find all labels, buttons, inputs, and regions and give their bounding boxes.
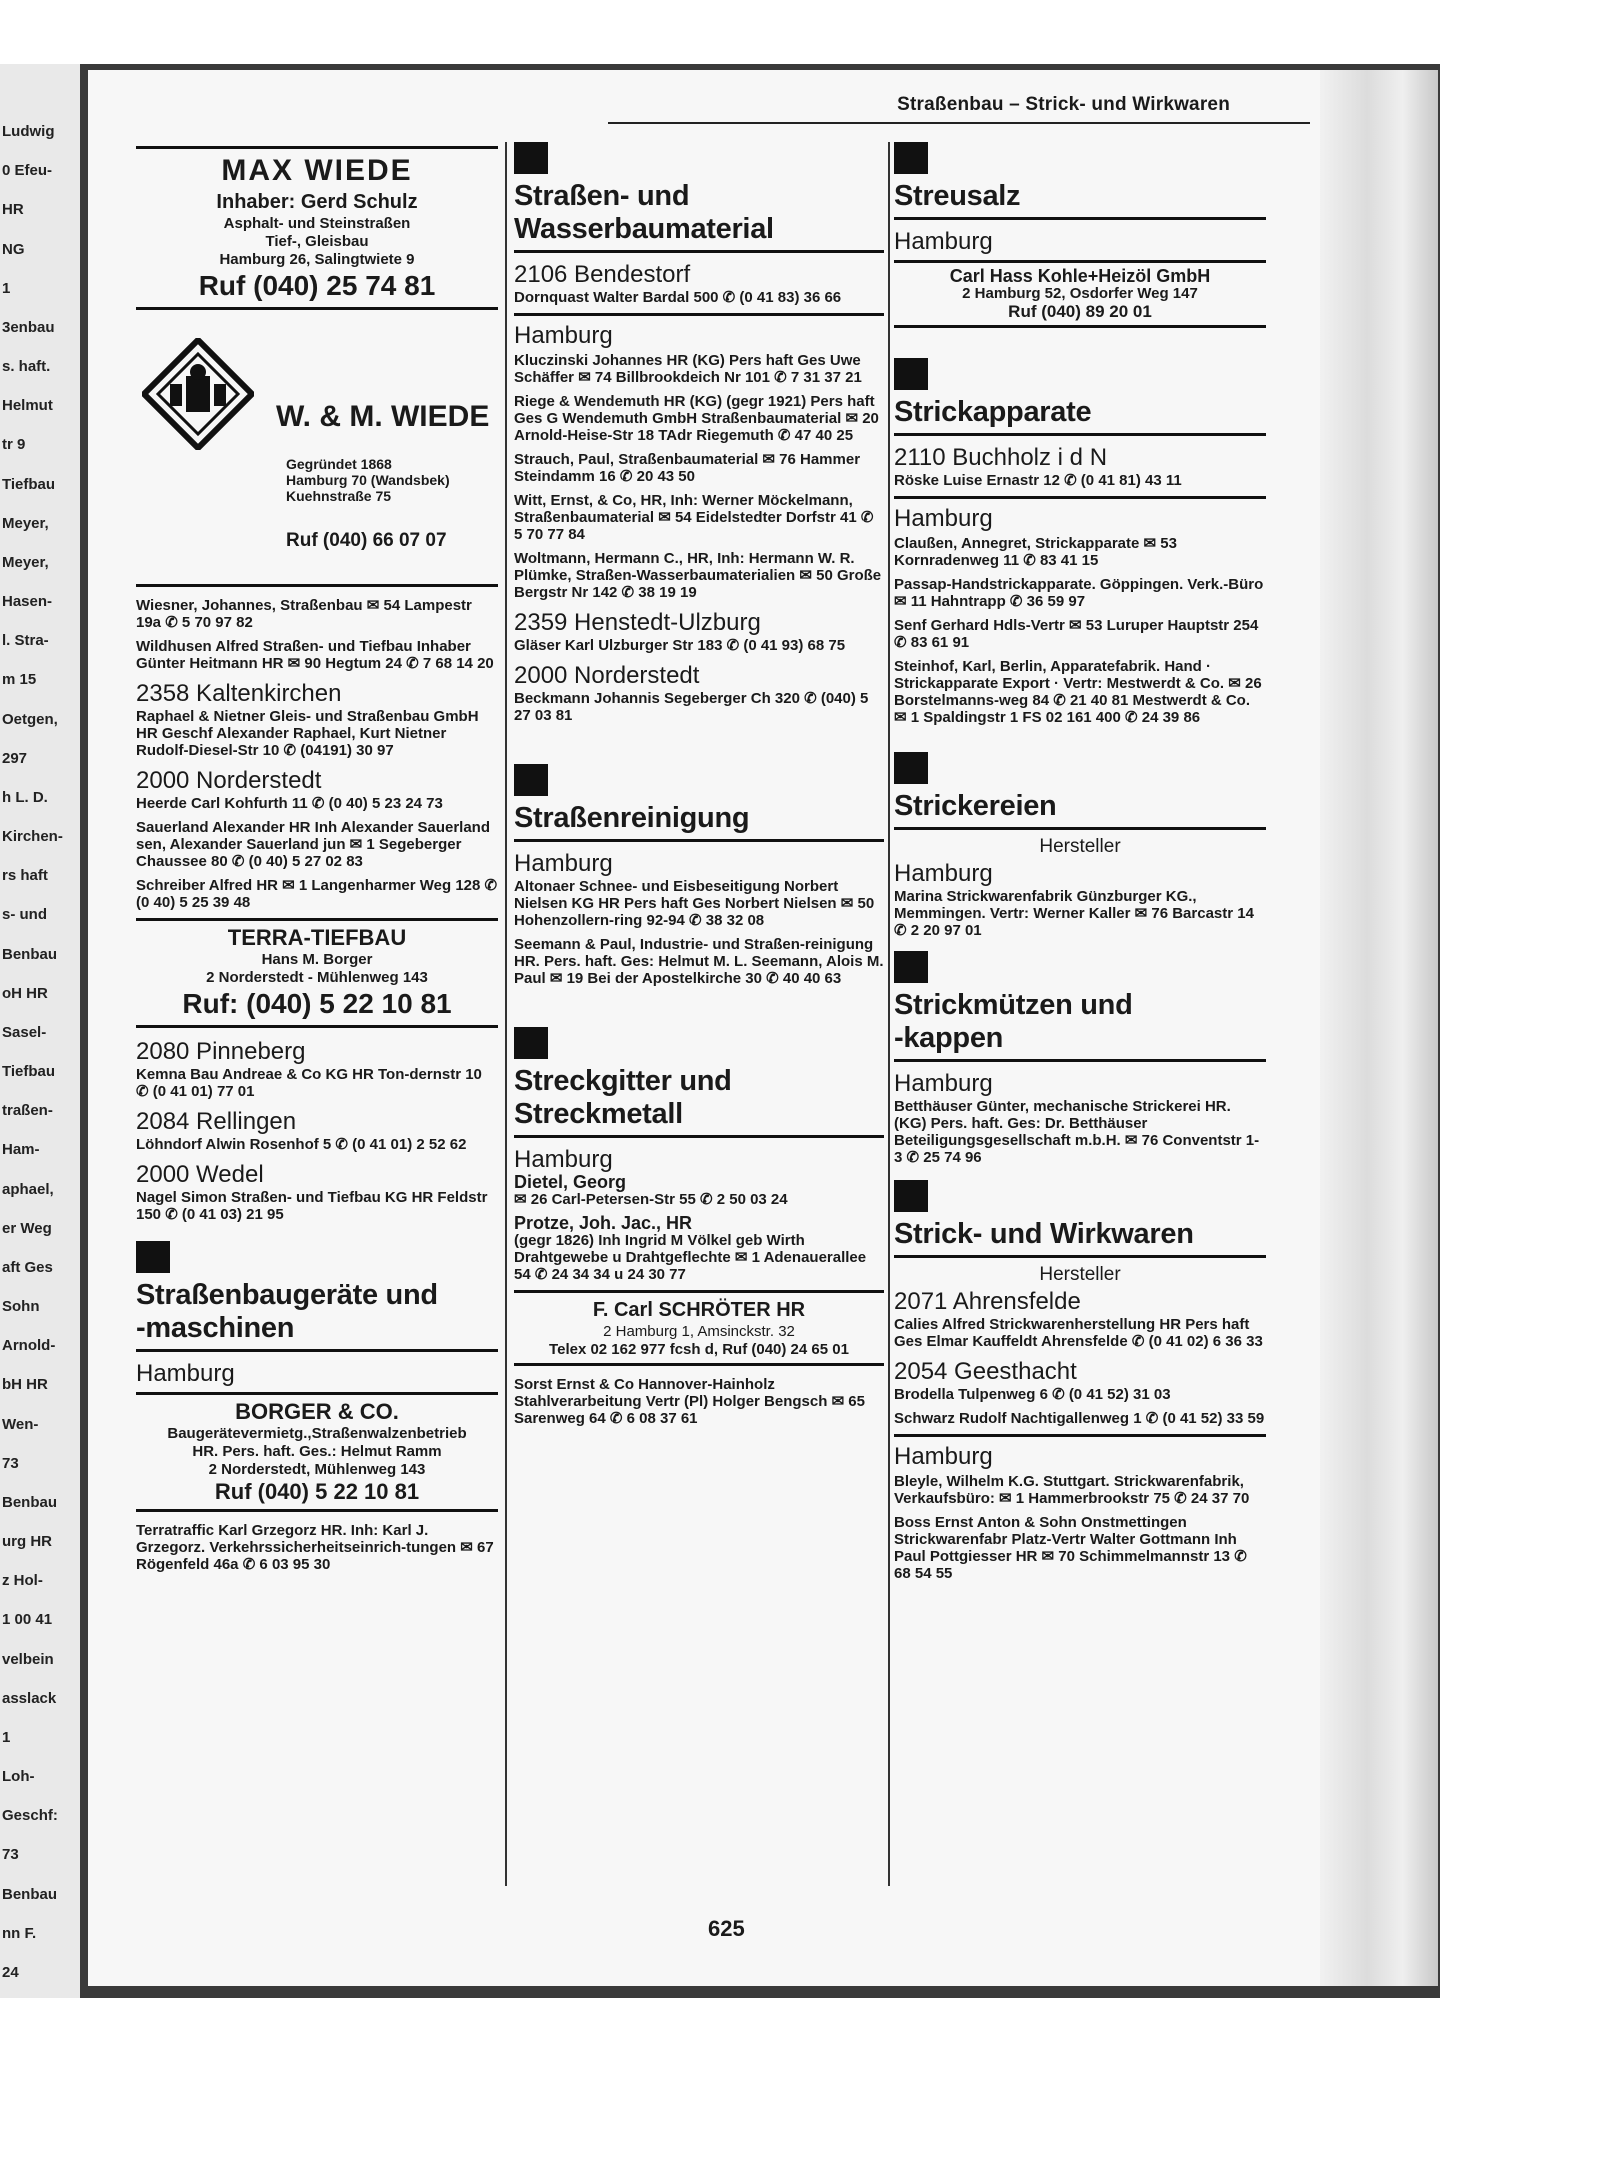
ad-company-name: BORGER & CO. (235, 1399, 399, 1424)
previous-page-text-fragment: Tiefbau (2, 475, 56, 493)
column-1 (136, 142, 498, 1916)
section-marker (894, 951, 928, 983)
city-heading: 2000 Norderstedt (136, 767, 322, 794)
previous-page-text-fragment: Sasel- (2, 1023, 47, 1041)
city-heading: Hamburg (514, 313, 884, 350)
section-heading-line: Wasserbaumaterial (514, 213, 774, 245)
listing-entry: Schreiber Alfred HR ✉ 1 Langenharmer Weg 128 ✆ (0 40) 5 25 39 48 (136, 877, 498, 911)
city-heading: 2084 Rellingen (136, 1108, 297, 1135)
listing-entry: Dornquast Walter Bardal 500 ✆ (0 41 83) 36 66 (514, 289, 842, 306)
city-heading: 2071 Ahrensfelde (894, 1288, 1081, 1315)
previous-page-text-fragment: Benbau (2, 945, 58, 963)
previous-page-text-fragment: er Weg (2, 1219, 52, 1237)
previous-page-text-fragment: Ludwig (2, 123, 55, 140)
column-divider (505, 142, 507, 1886)
section-marker (894, 1180, 928, 1212)
section-heading-line: -kappen (894, 1022, 1004, 1054)
previous-page-text-fragment: h L. D. (2, 788, 48, 806)
previous-page-text-fragment: 73 (2, 1454, 19, 1472)
previous-page-text-fragment: Geschf: (2, 1807, 58, 1825)
previous-page-text-fragment: aphael, (2, 1180, 54, 1198)
section-heading-line: Straßenreinigung (514, 802, 750, 834)
previous-page-text-fragment: s. haft. (2, 358, 51, 375)
section-heading-line: Streckgitter und (514, 1065, 732, 1097)
section-heading-line: Strick- und Wirkwaren (894, 1218, 1194, 1250)
ad-founded: Gegründet 1868 (286, 456, 392, 472)
listing-entry: Löhndorf Alwin Rosenhof 5 ✆ (0 41 01) 2 52 62 (136, 1136, 467, 1153)
previous-page-text-fragment: Helmut (2, 397, 53, 415)
section-heading-line: Strickmützen und (894, 989, 1133, 1021)
previous-page-text-fragment: Benbau (2, 1493, 58, 1511)
book-spine (1320, 70, 1438, 1986)
previous-page-text-fragment: oH HR (2, 984, 48, 1002)
ad-max-wiede (136, 146, 498, 310)
listing-entry: Bleyle, Wilhelm K.G. Stuttgart. Strickwarenfabrik, Verkaufsbüro: ✉ 1 Hammerbrookstr 75 ✆ 24 37 70 (894, 1473, 1250, 1507)
section-marker (514, 1027, 548, 1059)
listing-entry: Riege & Wendemuth HR (KG) (gegr 1921) Pers haft Ges G Wendemuth GmbH Straßenbaumaterial ✉ 20 Arnold-Heise-Str 18 TAdr Riegemuth ✆ 47 40 25 (514, 393, 879, 444)
listing-entry: Wildhusen Alfred Straßen- und Tiefbau Inhaber Günter Heitmann HR ✉ 90 Hegtum 24 ✆ 7 68 14 20 (136, 638, 494, 672)
city-heading: 2000 Wedel (136, 1161, 264, 1188)
previous-page-text-fragment: 1 (2, 1728, 11, 1746)
previous-page-text-fragment: Oetgen, (2, 710, 58, 728)
city-heading: 2000 Norderstedt (514, 662, 700, 689)
previous-page-text-fragment: m 15 (2, 671, 37, 689)
section-marker (894, 358, 928, 390)
section-heading (514, 180, 884, 253)
ad-address: 2 Norderstedt - Mühlenweg 143 (206, 969, 428, 986)
section-marker (894, 142, 928, 174)
section-heading (894, 790, 1266, 830)
previous-page-text-fragment: Benbau (2, 1885, 58, 1903)
previous-page-text-fragment: velbein (2, 1650, 54, 1668)
city-heading: Hamburg (894, 228, 993, 255)
section-heading (514, 802, 884, 842)
section-marker (894, 752, 928, 784)
ad-owner: Hans M. Borger (261, 951, 373, 968)
listing-entry: Marina Strickwarenfabrik Günzburger KG., Memmingen. Vertr: Werner Kaller ✉ 76 Barcastr 14 ✆ 2 20 97 01 (894, 888, 1254, 939)
section-heading-line: Straßen- und (514, 180, 690, 212)
listing-entry: Witt, Ernst, & Co, HR, Inh: Werner Möckelmann, Straßenbaumaterial ✉ 54 Eidelstedter Dorfstr 41 ✆ 5 70 77 84 (514, 492, 874, 543)
section-heading-line: Streckmetall (514, 1098, 683, 1130)
listing-entry: Altonaer Schnee- und Eisbeseitigung Norbert Nielsen KG HR Pers haft Ges Norbert Nielsen ✉ 50 Hohenzollern-ring 92-94 ✆ 38 32 08 (514, 878, 875, 929)
running-head: Straßenbau – Strick- und Wirkwaren (897, 94, 1230, 115)
ad-phone: Ruf (040) 25 74 81 (198, 270, 436, 301)
previous-page-text-fragment: 24 (2, 1963, 19, 1981)
ad-details (286, 456, 450, 504)
ad-company-name: TERRA-TIEFBAU (227, 925, 407, 950)
city-heading: Hamburg (514, 1146, 613, 1173)
ad-address: 2 Norderstedt, Mühlenweg 143 (208, 1461, 426, 1478)
section-heading (894, 396, 1266, 436)
previous-page-text-fragment: 0 Efeu- (2, 162, 53, 180)
ad-phone: Telex 02 162 977 fcsh d, Ruf (040) 24 65 01 (549, 1341, 849, 1358)
previous-page-text-fragment: Loh- (2, 1768, 35, 1785)
previous-page-text-fragment: Sohn (2, 1298, 40, 1315)
ad-street: Kuehnstraße 75 (286, 488, 392, 504)
ad-schroeter (514, 1290, 884, 1366)
listing-entry: (gegr 1826) Inh Ingrid M Völkel geb Wirth Drahtgewebe u Drahtgeflechte ✉ 1 Adenauerallee 54 ✆ 24 34 34 u 24 30 77 (514, 1232, 867, 1283)
subheading: Hersteller (1039, 836, 1121, 857)
listing-entry: Calies Alfred Strickwarenherstellung HR Pers haft Ges Elmar Kauffeldt Ahrensfelde ✆ (0 41 02) 6 36 33 (894, 1316, 1263, 1350)
city-heading: Hamburg (514, 850, 613, 877)
ad-address: 2 Hamburg 52, Osdorfer Weg 147 (962, 285, 1198, 302)
listing-entry: Röske Luise Ernastr 12 ✆ (0 41 81) 43 11 (894, 472, 1182, 489)
ad-carl-hass (894, 260, 1266, 328)
ad-company-name: Carl Hass Kohle+Heizöl GmbH (949, 266, 1211, 286)
listing-entry: Sauerland Alexander HR Inh Alexander Sauerland sen, Alexander Sauerland jun ✉ 1 Segeberger Chaussee 80 ✆ (0 40) 5 27 02 83 (136, 819, 490, 870)
listing-entry: Passap-Handstrickapparate. Göppingen. Verk.-Büro ✉ 11 Hahntrapp ✆ 36 59 97 (894, 576, 1264, 610)
ad-owner: Inhaber: Gerd Schulz (216, 191, 418, 213)
ad-phone: Ruf (040) 66 07 07 (286, 530, 447, 551)
section-marker (514, 142, 548, 174)
previous-page-text-fragment: Wen- (2, 1415, 39, 1433)
column-divider (888, 142, 890, 1886)
ad-phone: Ruf (040) 89 20 01 (1008, 302, 1152, 321)
ad-company-name: W. & M. WIEDE (276, 400, 490, 433)
city-heading: Hamburg (894, 496, 1266, 533)
previous-page-text-fragment: z Hol- (2, 1572, 43, 1590)
previous-page-text-fragment: asslack (2, 1689, 57, 1707)
section-heading (514, 1065, 884, 1138)
listing-entry: Raphael & Nietner Gleis- und Straßenbau GmbH HR Geschf Alexander Raphael, Kurt Nietner Rudolf-Diesel-Str 10 ✆ (04191) 30 97 (136, 708, 479, 759)
previous-page-text-fragment: s- und (2, 906, 47, 924)
city-heading: Hamburg (894, 1070, 993, 1097)
ad-terra-tiefbau (136, 918, 498, 1028)
previous-page-text-fragment: rs haft (2, 867, 48, 885)
listing-entry-name: Protze, Joh. Jac., HR (514, 1213, 693, 1233)
ad-line: HR. Pers. haft. Ges.: Helmut Ramm (192, 1443, 442, 1460)
section-marker (514, 764, 548, 796)
company-logo-icon (142, 338, 254, 450)
ad-phone: Ruf: (040) 5 22 10 81 (182, 988, 452, 1019)
section-heading-line: Strickereien (894, 790, 1057, 822)
listing-entry: Kluczinski Johannes HR (KG) Pers haft Ges Uwe Schäffer ✉ 74 Billbrookdeich Nr 101 ✆ 7 31 37 21 (514, 352, 862, 386)
previous-page-text-fragment: Meyer, (2, 514, 49, 532)
ad-wm-wiede (136, 320, 498, 587)
previous-page-text-fragment: 297 (2, 749, 28, 767)
ad-company-name: MAX WIEDE (221, 154, 413, 187)
section-heading (894, 180, 1266, 220)
listing-entry: Kemna Bau Andreae & Co KG HR Ton-dernstr 10 ✆ (0 41 01) 77 01 (136, 1066, 482, 1100)
city-heading: 2359 Henstedt-Ulzburg (514, 609, 761, 636)
ad-line: Baugerätevermietg.,Straßenwalzenbetrieb (167, 1425, 467, 1442)
section-heading (136, 1279, 498, 1352)
previous-page-text-fragment: Tiefbau (2, 1063, 56, 1080)
previous-page-text-fragment: NG (2, 240, 25, 258)
ad-address: 2 Hamburg 1, Amsinckstr. 32 (603, 1323, 795, 1340)
listing-entry: Beckmann Johannis Segeberger Ch 320 ✆ (040) 5 27 03 81 (514, 690, 869, 724)
listing-entry: Claußen, Annegret, Strickapparate ✉ 53 Kornradenweg 11 ✆ 83 41 15 (894, 535, 1177, 569)
listing-entry: Terratraffic Karl Grzegorz HR. Inh: Karl J. Grzegorz. Verkehrssicherheitseinrich-tungen ✉ 67 Rögenfeld 46a ✆ 6 03 95 30 (136, 1522, 494, 1573)
previous-page-text-fragment: HR (2, 201, 24, 219)
listing-entry: Strauch, Paul, Straßenbaumaterial ✉ 76 Hammer Steindamm 16 ✆ 20 43 50 (514, 451, 861, 485)
previous-page-text-fragment: urg HR (2, 1533, 52, 1550)
ad-phone: Ruf (040) 5 22 10 81 (214, 1479, 420, 1504)
listing-entry: Sorst Ernst & Co Hannover-Hainholz Stahlverarbeitung Vertr (Pl) Holger Bengsch ✉ 65 Sarenweg 64 ✆ 6 08 37 61 (514, 1376, 865, 1427)
previous-page-text-fragment: 3enbau (2, 318, 55, 336)
ad-line: Asphalt- und Steinstraßen (223, 215, 411, 232)
previous-page-text-fragment: 1 00 41 (2, 1611, 53, 1629)
previous-page-text-fragment: l. Stra- (2, 632, 49, 650)
ad-line: Tief-, Gleisbau (265, 233, 369, 250)
section-heading-line: -maschinen (136, 1312, 295, 1344)
listing-entry: Steinhof, Karl, Berlin, Apparatefabrik. Hand · Strickapparate Export · Vertr: Mestwerdt & Co. ✉ 26 Borstelmanns-weg 84 ✆ 21 40 81 Mestwerdt & Co. ✉ 1 Spaldingstr 1 FS 02 161 400 ✆ 24 39 86 (894, 658, 1262, 726)
directory-page (88, 70, 1320, 1986)
section-heading-line: Strickapparate (894, 396, 1092, 428)
listing-entry: Boss Ernst Anton & Sohn Onstmettingen Strickwarenfabr Platz-Vertr Walter Gottmann Inh Paul Pottgiesser HR ✉ 70 Schimmelmannstr 13 ✆ 68 54 55 (894, 1514, 1247, 1582)
listing-entry: Betthäuser Günter, mechanische Strickerei HR. (KG) Pers. haft. Ges: Dr. Betthäuser Beteiligungsgesellschaft m.b.H. ✉ 76 Conventstr 1-3 ✆ 25 74 96 (894, 1098, 1260, 1166)
subheading: Hersteller (1039, 1264, 1121, 1285)
ad-address: Hamburg 26, Salingtwiete 9 (219, 251, 415, 268)
page-number: 625 (708, 1916, 745, 1941)
previous-page-text-fragment: Kirchen- (2, 828, 63, 845)
listing-entry: Senf Gerhard Hdls-Vertr ✉ 53 Luruper Hauptstr 254 ✆ 83 61 91 (894, 617, 1259, 651)
previous-page-text-fragment: nn F. (2, 1924, 37, 1942)
previous-page-text-fragment: Meyer, (2, 553, 49, 571)
listing-entry: Woltmann, Hermann C., HR, Inh: Hermann W. R. Plümke, Straßen-Wasserbaumaterialien ✉ 50 Große Bergstr Nr 142 ✆ 38 19 19 (514, 550, 882, 601)
section-heading (894, 1218, 1266, 1258)
column-3 (894, 142, 1266, 1916)
previous-page-text-fragment: Ham- (2, 1141, 40, 1159)
city-heading: 2080 Pinneberg (136, 1038, 306, 1065)
city-heading: 2106 Bendestorf (514, 261, 691, 288)
listing-entry: Gläser Karl Ulzburger Str 183 ✆ (0 41 93) 68 75 (514, 637, 846, 654)
section-heading-line: Straßenbaugeräte und (136, 1279, 438, 1311)
listing-entry: Schwarz Rudolf Nachtigallenweg 1 ✆ (0 41 52) 33 59 (894, 1410, 1265, 1427)
previous-page-text-fragment: 1 (2, 279, 11, 297)
listing-entry: ✉ 26 Carl-Petersen-Str 55 ✆ 2 50 03 24 (514, 1191, 788, 1208)
section-marker (136, 1241, 170, 1273)
city-heading: Hamburg (894, 860, 993, 887)
ad-company-name: F. Carl SCHRÖTER HR (592, 1299, 806, 1321)
city-heading: Hamburg (894, 1434, 1266, 1471)
previous-page-text-fragment: 73 (2, 1846, 19, 1864)
city-heading: Hamburg (136, 1360, 235, 1387)
previous-page-edge (0, 64, 80, 1998)
city-heading: 2358 Kaltenkirchen (136, 680, 342, 707)
city-heading: 2110 Buchholz i d N (894, 444, 1108, 471)
previous-page-text-fragment: tr 9 (2, 436, 26, 454)
previous-page-text-fragment: Hasen- (2, 593, 53, 610)
previous-page-text-fragment: bH HR (2, 1376, 48, 1394)
header-rule (608, 122, 1310, 124)
column-2 (514, 142, 884, 1916)
ad-city: Hamburg 70 (Wandsbek) (286, 472, 450, 488)
listing-entry: Wiesner, Johannes, Straßenbau ✉ 54 Lampestr 19a ✆ 5 70 97 82 (136, 597, 472, 631)
section-heading (894, 989, 1266, 1062)
previous-page-text-fragment: traßen- (2, 1102, 53, 1120)
listing-entry-name: Dietel, Georg (514, 1172, 627, 1192)
previous-page-text-fragment: aft Ges (2, 1258, 53, 1276)
listing-entry: Nagel Simon Straßen- und Tiefbau KG HR Feldstr 150 ✆ (0 41 03) 21 95 (136, 1189, 488, 1223)
listing-entry: Seemann & Paul, Industrie- und Straßen-reinigung HR. Pers. haft. Ges: Helmut M. L. Seemann, Alois M. Paul ✉ 19 Bei der Apostelkirche 30 ✆ 40 40 63 (514, 936, 884, 987)
listing-entry: Brodella Tulpenweg 6 ✆ (0 41 52) 31 03 (894, 1386, 1171, 1403)
ad-borger (136, 1392, 498, 1512)
section-heading-line: Streusalz (894, 180, 1021, 212)
previous-page-text-fragment: Arnold- (2, 1337, 56, 1355)
listing-entry: Heerde Carl Kohfurth 11 ✆ (0 40) 5 23 24 73 (136, 795, 443, 812)
city-heading: 2054 Geesthacht (894, 1358, 1077, 1385)
